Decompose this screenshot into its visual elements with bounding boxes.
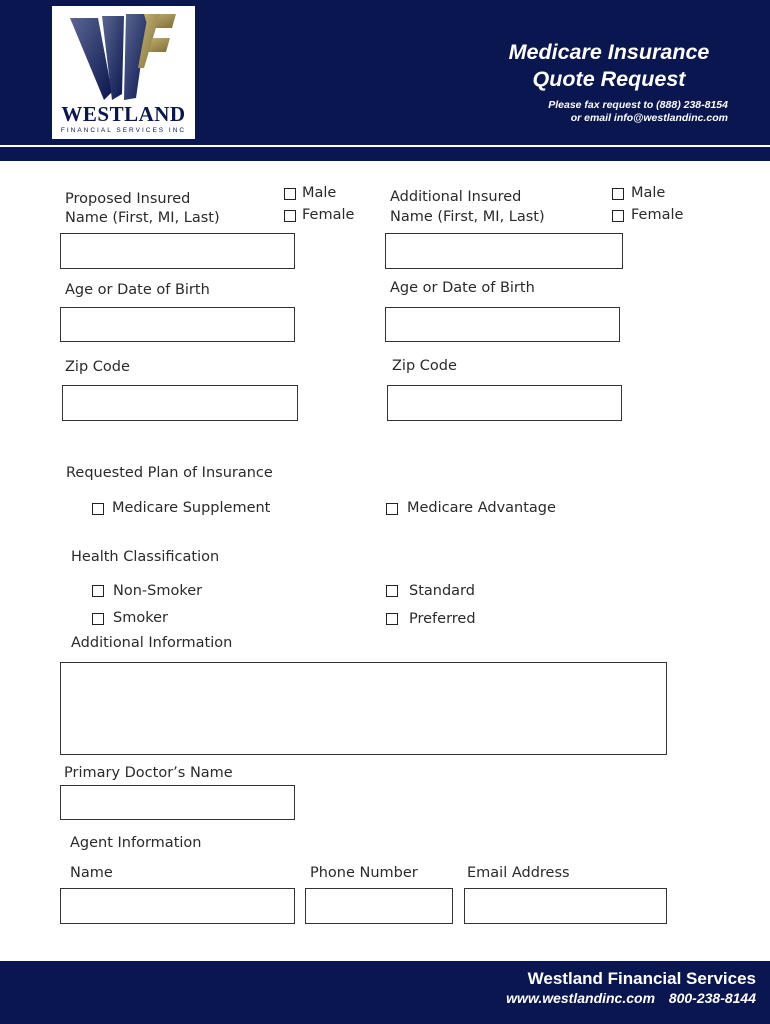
footer-company: Westland Financial Services — [527, 969, 756, 988]
additional-female-label: Female — [631, 207, 684, 223]
logo-name: WESTLAND — [61, 102, 186, 126]
additional-dob-field[interactable] — [385, 307, 620, 342]
agent-phone-label: Phone Number — [310, 865, 418, 881]
primary-doctor-field[interactable] — [60, 785, 295, 820]
additional-male-checkbox[interactable] — [612, 188, 624, 200]
proposed-insured-name-label: Name (First, MI, Last) — [65, 210, 220, 226]
medicare-supplement-checkbox[interactable] — [92, 503, 104, 515]
footer-phone: 800-238-8144 — [668, 990, 756, 1006]
insured-male-label: Male — [302, 185, 337, 201]
additional-information-label: Additional Information — [71, 635, 233, 651]
insured-zip-label: Zip Code — [65, 359, 130, 375]
insured-name-field[interactable] — [60, 233, 295, 269]
smoker-label: Smoker — [113, 610, 168, 626]
requested-plan-label: Requested Plan of Insurance — [66, 465, 273, 481]
primary-doctor-label: Primary Doctor’s Name — [64, 765, 233, 781]
proposed-insured-label: Proposed Insured — [65, 191, 191, 207]
agent-name-label: Name — [70, 865, 113, 881]
smoker-checkbox[interactable] — [92, 613, 104, 625]
preferred-label: Preferred — [409, 611, 476, 627]
additional-female-checkbox[interactable] — [612, 210, 624, 222]
insured-dob-label: Age or Date of Birth — [65, 282, 210, 298]
additional-name-field[interactable] — [385, 233, 623, 269]
insured-female-checkbox[interactable] — [284, 210, 296, 222]
additional-zip-label: Zip Code — [392, 358, 457, 374]
agent-name-field[interactable] — [60, 888, 295, 924]
westland-logo — [52, 6, 195, 139]
agent-phone-field[interactable] — [305, 888, 453, 924]
email-line: or email info@westlandinc.com — [570, 112, 728, 124]
additional-zip-field[interactable] — [387, 385, 622, 421]
footer-website[interactable]: www.westlandinc.com — [506, 990, 656, 1006]
health-classification-label: Health Classification — [71, 549, 220, 565]
non-smoker-checkbox[interactable] — [92, 585, 104, 597]
additional-male-label: Male — [631, 185, 666, 201]
preferred-checkbox[interactable] — [386, 613, 398, 625]
medicare-advantage-label: Medicare Advantage — [407, 500, 556, 516]
agent-email-field[interactable] — [464, 888, 667, 924]
agent-information-label: Agent Information — [70, 835, 202, 851]
non-smoker-label: Non-Smoker — [113, 583, 203, 599]
medicare-supplement-label: Medicare Supplement — [112, 500, 271, 516]
additional-information-field[interactable] — [60, 662, 667, 755]
additional-dob-label: Age or Date of Birth — [390, 280, 535, 296]
logo-tagline: FINANCIAL SERVICES INC — [60, 127, 187, 134]
additional-insured-label: Additional Insured — [390, 189, 522, 205]
insured-dob-field[interactable] — [60, 307, 295, 342]
page-title-line1: Medicare Insurance — [508, 40, 710, 64]
standard-checkbox[interactable] — [386, 585, 398, 597]
standard-label: Standard — [409, 583, 475, 599]
insured-zip-field[interactable] — [62, 385, 298, 421]
fax-line: Please fax request to (888) 238-8154 — [548, 99, 728, 111]
footer-contact — [440, 990, 756, 1006]
insured-male-checkbox[interactable] — [284, 188, 296, 200]
header-stripe — [0, 147, 770, 161]
insured-female-label: Female — [302, 207, 355, 223]
medicare-advantage-checkbox[interactable] — [386, 503, 398, 515]
additional-insured-name-label: Name (First, MI, Last) — [390, 209, 545, 225]
agent-email-label: Email Address — [467, 865, 570, 881]
page-title-line2: Quote Request — [532, 67, 686, 91]
